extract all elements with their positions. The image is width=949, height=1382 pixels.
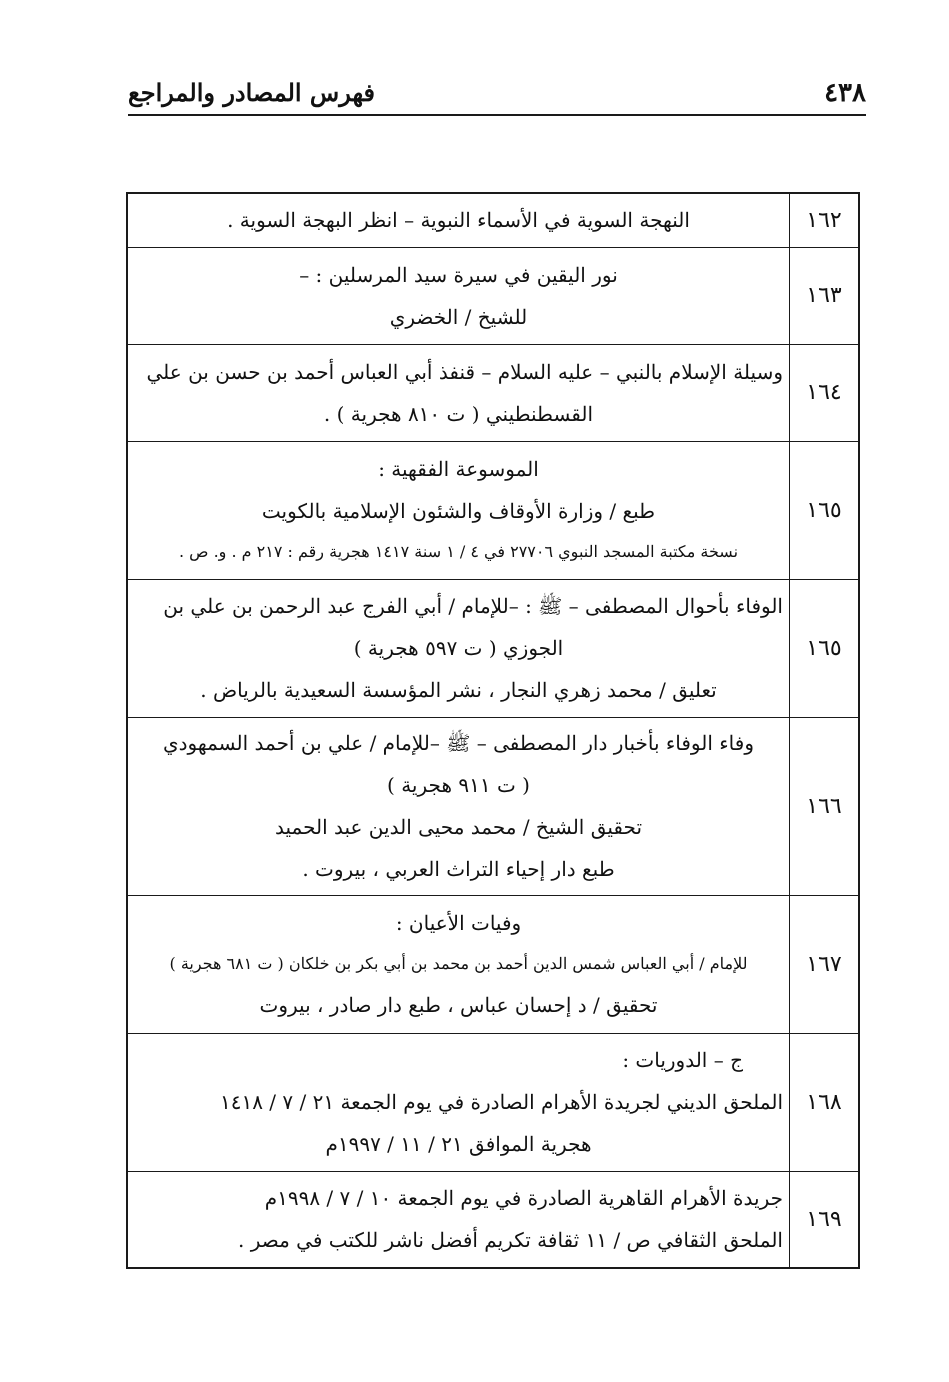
reference-line: نسخة مكتبة المسجد النبوي ٢٧٧٠٦ في ٤ / ١ سنة ١٤١٧ هجرية رقم : ٢١٧ م . و. ص . — [178, 542, 739, 561]
reference-entry — [127, 1171, 790, 1268]
reference-line: تحقيق الشيخ / محمد محيى الدين عبد الحميد — [274, 815, 643, 839]
reference-line: للإمام / أبي العباس شمس الدين أحمد بن محمد بن أبي بكر بن خلكان ( ت ٦٨١ هجرية ) — [169, 954, 748, 973]
reference-row — [127, 579, 859, 717]
reference-row — [127, 895, 859, 1033]
reference-number: ١٦٧ — [790, 895, 860, 1033]
reference-line: وسيلة الإسلام بالنبي – عليه السلام – قنفذ أبي العباس أحمد بن حسن بن علي — [146, 359, 783, 384]
reference-line: وفيات الأعيان : — [395, 911, 522, 935]
page-number: ٤٣٨ — [824, 78, 866, 108]
reference-entry — [127, 717, 790, 895]
reference-row — [127, 193, 859, 247]
page-header — [128, 74, 866, 116]
reference-row — [127, 344, 859, 441]
reference-line: للشيخ / الخضري — [389, 304, 528, 329]
reference-line: وفاء الوفاء بأخبار دار المصطفى – ﷺ –للإمام / علي بن أحمد السمهودي — [162, 731, 754, 755]
reference-number: ١٦٢ — [790, 193, 860, 247]
reference-line: الملحق الثقافي ص / ١١ ثقافة تكريم أفضل ناشر للكتب في مصر . — [237, 1228, 783, 1253]
reference-entry — [127, 895, 790, 1033]
reference-number: ١٦٥ — [790, 579, 860, 717]
reference-line: النهجة السوية في الأسماء النبوية – انظر البهجة السوية . — [227, 208, 690, 233]
reference-row — [127, 247, 859, 344]
reference-entry — [127, 441, 790, 579]
reference-line: الملحق الديني لجريدة الأهرام الصادرة في يوم الجمعة ٢١ / ٧ / ١٤١٨ — [219, 1090, 783, 1114]
reference-line: الجوزي ( ت ٥٩٧ هجرية ) — [353, 636, 564, 660]
reference-line: ( ت ٩١١ هجرية ) — [387, 773, 530, 797]
reference-row — [127, 441, 859, 579]
reference-entry — [127, 247, 790, 344]
reference-number: ١٦٨ — [790, 1033, 860, 1171]
reference-number: ١٦٦ — [790, 717, 860, 895]
reference-entry — [127, 344, 790, 441]
page-title: فهرس المصادر والمراجع — [128, 78, 376, 107]
reference-number: ١٦٩ — [790, 1171, 860, 1268]
reference-line: القسطنطيني ( ت ٨١٠ هجرية ) . — [323, 401, 594, 426]
reference-number: ١٦٤ — [790, 344, 860, 441]
reference-line: تعليق / محمد زهري النجار ، نشر المؤسسة السعيدية بالرياض . — [200, 678, 717, 702]
reference-row — [127, 1171, 859, 1268]
references-table — [126, 192, 860, 1269]
reference-line: هجرية الموافق ٢١ / ١١ / ١٩٩٧م — [325, 1132, 592, 1156]
reference-line: ج – الدوريات : — [622, 1048, 743, 1072]
references-table-body — [127, 193, 859, 1268]
reference-entry — [127, 193, 790, 247]
reference-line: طبع دار إحياء التراث العربي ، بيروت . — [302, 857, 615, 881]
reference-line: تحقيق / د إحسان عباس ، طبع دار صادر ، بيروت — [259, 993, 658, 1017]
reference-line: نور اليقين في سيرة سيد المرسلين : – — [299, 262, 618, 287]
reference-line: الموسوعة الفقهية : — [378, 457, 539, 481]
reference-number: ١٦٥ — [790, 441, 860, 579]
reference-line: طبع / وزارة الأوقاف والشئون الإسلامية بالكويت — [261, 499, 656, 523]
reference-line: جريدة الأهرام القاهرية الصادرة في يوم الجمعة ١٠ / ٧ / ١٩٩٨م — [264, 1186, 783, 1211]
reference-line: الوفاء بأحوال المصطفى – ﷺ : –للإمام / أبي الفرج عبد الرحمن بن علي بن — [163, 594, 783, 618]
reference-number: ١٦٣ — [790, 247, 860, 344]
reference-row — [127, 1033, 859, 1171]
reference-entry — [127, 1033, 790, 1171]
reference-row — [127, 717, 859, 895]
reference-entry — [127, 579, 790, 717]
